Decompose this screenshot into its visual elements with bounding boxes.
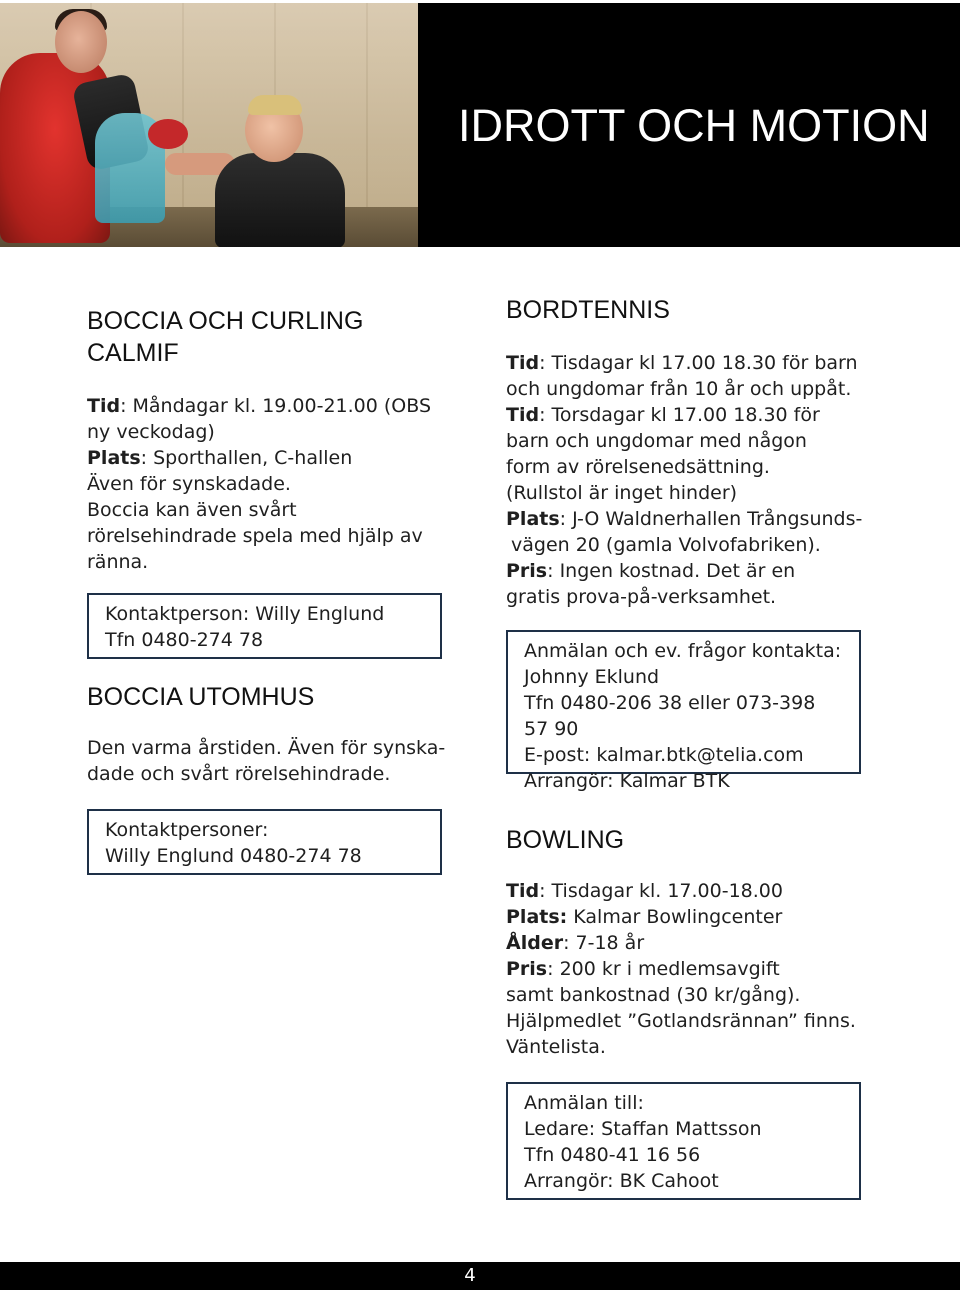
page-title: IDROTT OCH MOTION — [458, 100, 930, 151]
contact-persons-value: Willy Englund 0480-274 78 — [105, 845, 362, 867]
bordtennis-plats: Plats: J-O Waldnerhallen Trångsunds- — [506, 508, 863, 530]
boccia-curling-info: Även för synskadade. — [87, 473, 291, 495]
boccia-utomhus-heading: BOCCIA UTOMHUS — [87, 683, 315, 711]
bordtennis-contact-box — [506, 630, 861, 792]
bowling-waitlist: Väntelista. — [506, 1036, 606, 1058]
contact-person: Kontaktperson: Willy Englund — [105, 603, 385, 625]
bowling-pris: Pris: 200 kr i medlemsavgift samt bankostnad (30 kr/gång). — [506, 958, 801, 1006]
right-column — [506, 294, 886, 1200]
bowling-aid: Hjälpmedlet ”Gotlandsrännan” finns. — [506, 1010, 856, 1032]
boccia-curling-contact-box — [87, 593, 442, 659]
boccia-utomhus-contact-box — [87, 809, 442, 875]
bordtennis-plats-2: vägen 20 (gamla Volvofabriken). — [511, 534, 821, 556]
contact-organizer: Arrangör: BK Cahoot — [524, 1170, 719, 1192]
bordtennis-heading: BORDTENNIS — [506, 296, 670, 324]
contact-persons-label: Kontaktpersoner: — [105, 819, 269, 841]
bowling-alder: Ålder: 7-18 år — [506, 932, 645, 954]
bowling-contact-box — [506, 1082, 861, 1200]
leader: Ledare: Staffan Mattsson — [524, 1118, 762, 1140]
boccia-utomhus-text-2: dade och svårt rörelsehindrade. — [87, 763, 391, 785]
contact-name: Johnny Eklund — [524, 666, 660, 688]
bordtennis-tid-1: Tid: Tisdagar kl 17.00 18.30 för barn och ungdomar från 10 år och uppåt. — [506, 352, 858, 400]
signup-label: Anmälan till: — [524, 1092, 644, 1114]
boccia-curling-heading: BOCCIA OCH CURLING CALMIF — [87, 307, 364, 367]
boccia-curling-info-2: Boccia kan även svårt rörelsehindrade spela med hjälp av ränna. — [87, 499, 423, 573]
bordtennis-tid-2: Tid: Torsdagar kl 17.00 18.30 för barn och ungdomar med någon form av rörelsenedsättning. (Rullstol är inget hinder) — [506, 404, 820, 504]
left-column — [87, 305, 447, 875]
page-number: 4 — [464, 1265, 476, 1286]
bowling-plats: Plats: Kalmar Bowlingcenter — [506, 906, 783, 928]
contact-email: E-post: kalmar.btk@telia.com — [524, 744, 804, 766]
contact-intro: Anmälan och ev. frågor kontakta: — [524, 640, 842, 662]
contact-phone: Tfn 0480-274 78 — [105, 629, 264, 651]
contact-organizer: Arrangör: Kalmar BTK — [524, 770, 730, 792]
bordtennis-pris: Pris: Ingen kostnad. Det är en gratis prova-på-verksamhet. — [506, 560, 796, 608]
bowling-tid: Tid: Tisdagar kl. 17.00-18.00 — [506, 880, 783, 902]
contact-phone: Tfn 0480-41 16 56 — [524, 1144, 701, 1166]
boccia-curling-plats: Plats: Sporthallen, C-hallen — [87, 447, 353, 469]
contact-phone: Tfn 0480-206 38 eller 073-398 57 90 — [524, 692, 816, 740]
boccia-curling-tid: Tid: Måndagar kl. 19.00-21.00 (OBS ny veckodag) — [87, 395, 432, 443]
boccia-utomhus-text-1: Den varma årstiden. Även för synska- — [87, 737, 446, 759]
header-photo — [0, 3, 418, 247]
bowling-heading: BOWLING — [506, 826, 625, 854]
